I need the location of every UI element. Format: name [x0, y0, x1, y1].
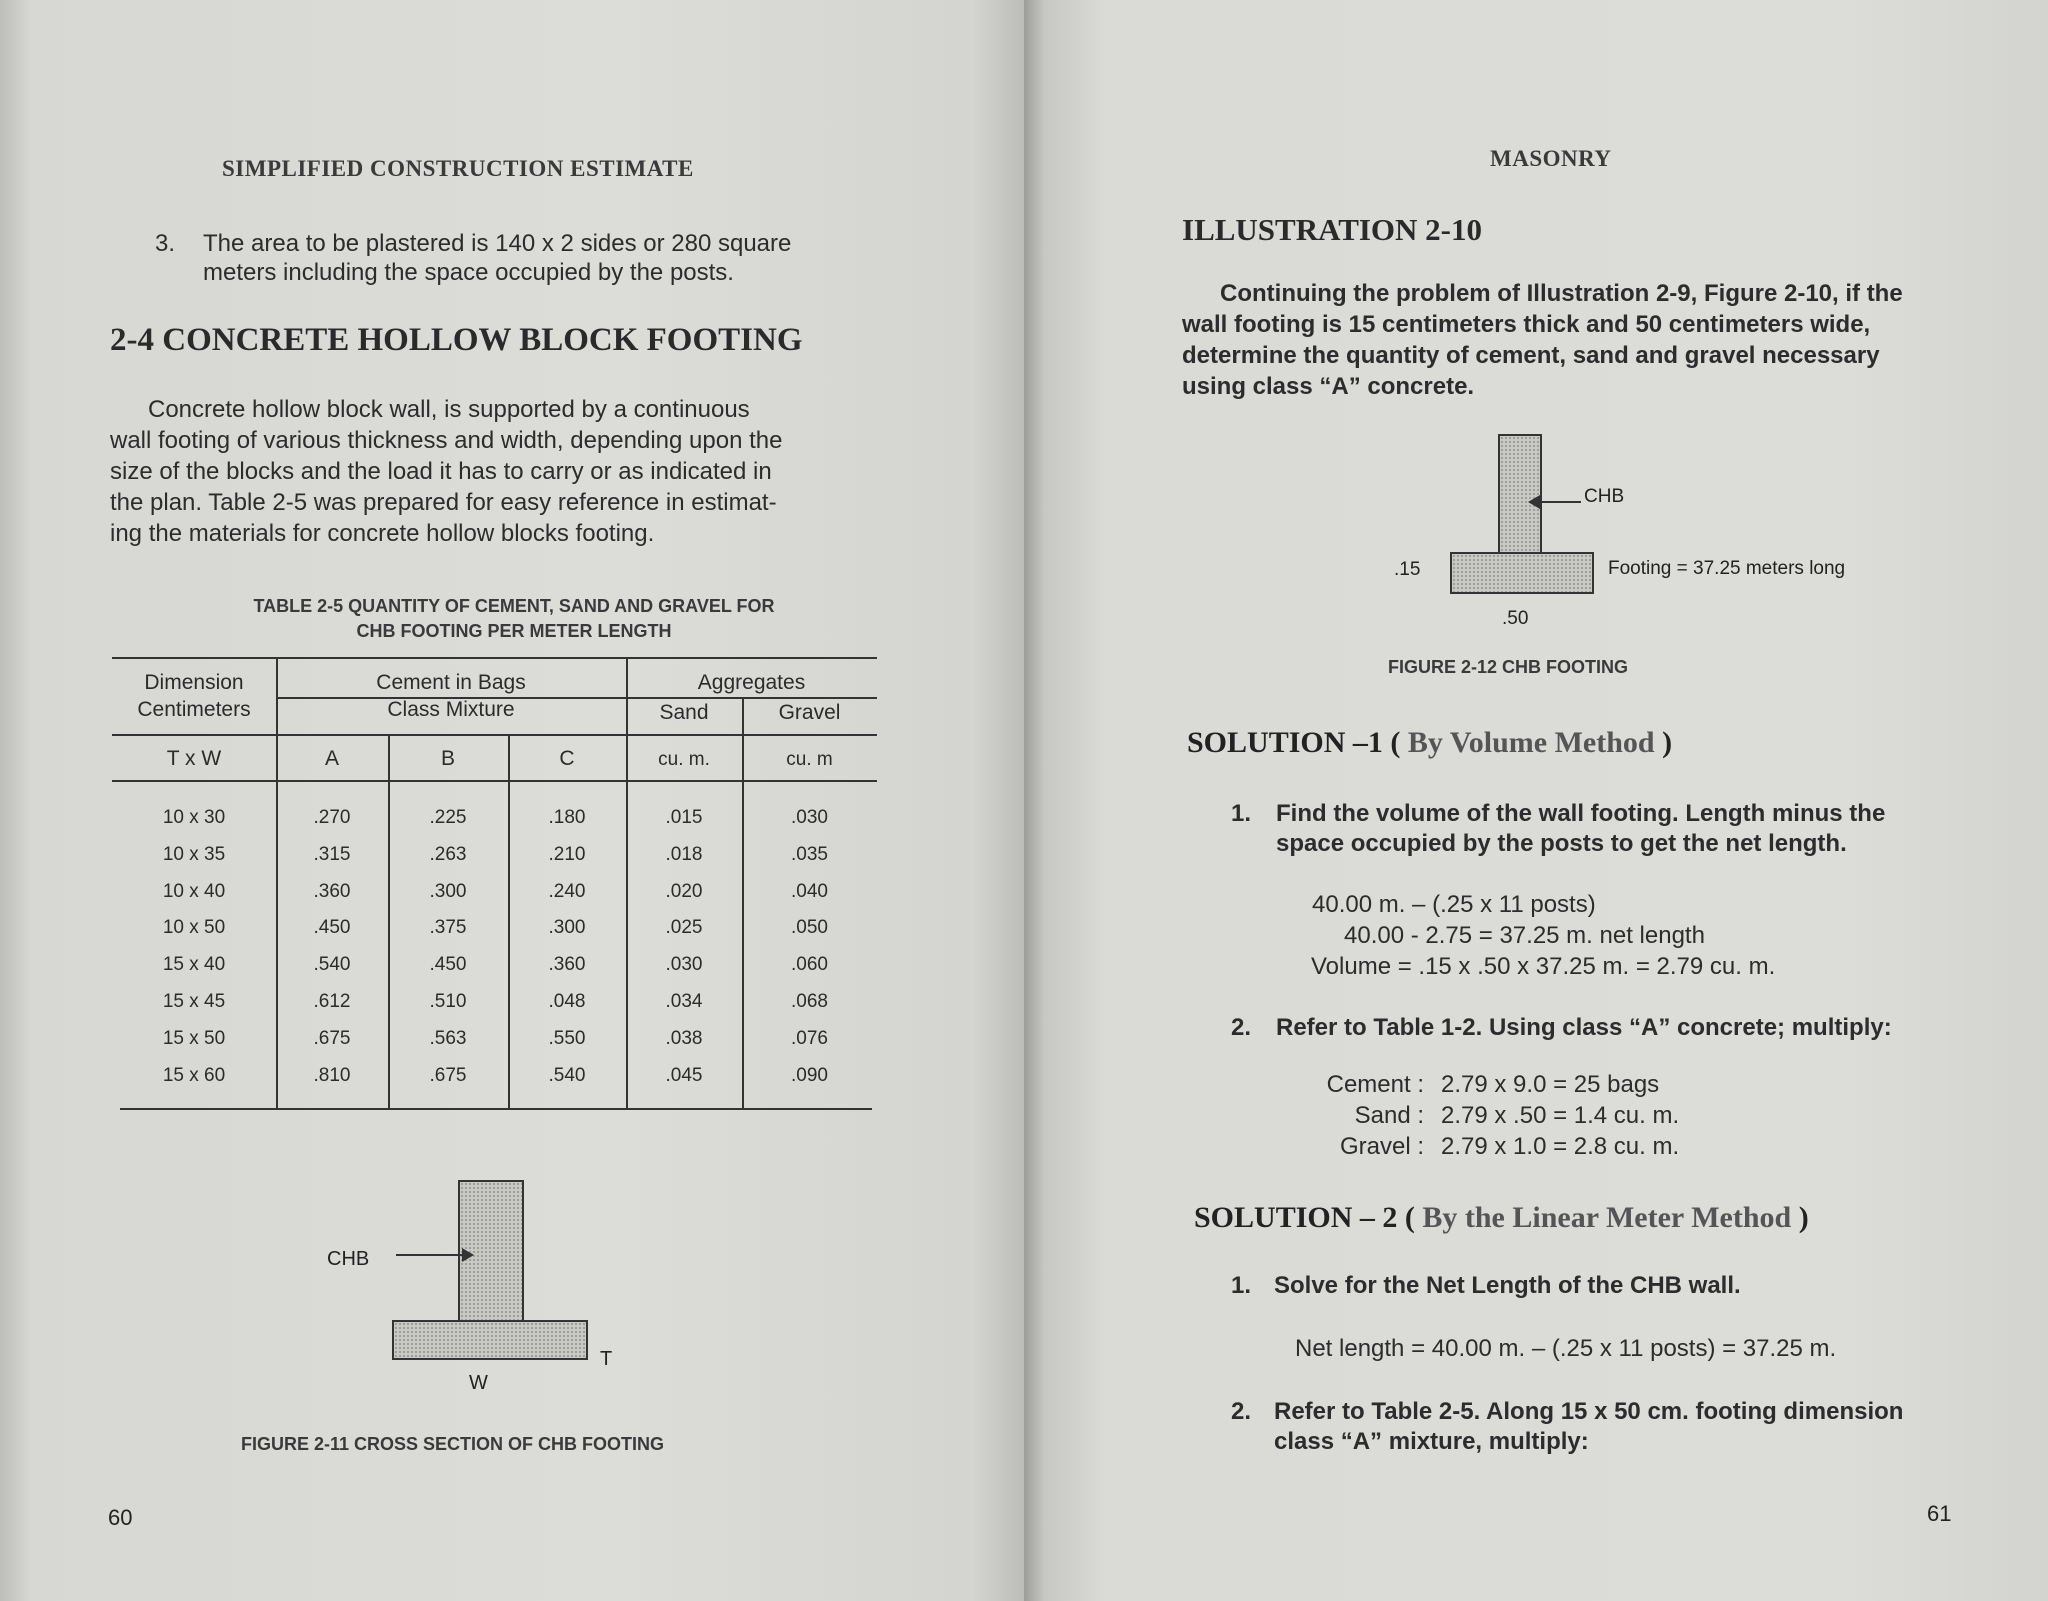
table-cell-dimension: 15 x 45 [162, 991, 226, 1012]
table-cell: .240 [548, 880, 586, 902]
running-head: MASONRY [1490, 146, 1612, 171]
list-item-text: Refer to Table 2-5. Along 15 x 50 cm. footing dimension [1274, 1398, 1904, 1425]
table-cell: .020 [665, 880, 703, 902]
list-item-text: The area to be plastered is 140 x 2 sides or 280 square [203, 230, 792, 257]
table-cell: .018 [665, 843, 703, 865]
table-cell-dimension: 15 x 60 [162, 1064, 226, 1086]
paragraph-line: the plan. Table 2-5 was prepared for easy reference in estimat- [110, 489, 777, 516]
figure-caption: FIGURE 2-11 CROSS SECTION OF CHB FOOTING [241, 1434, 665, 1454]
table-cell: .034 [665, 991, 703, 1012]
table-cell: .675 [429, 1064, 467, 1086]
table-cell: .315 [313, 843, 351, 865]
table-cell: .025 [665, 917, 703, 939]
material-label: Cement : [1326, 1071, 1424, 1098]
section-title: 2-4 CONCRETE HOLLOW BLOCK FOOTING [110, 322, 803, 358]
figure-label-footing: Footing = 37.25 meters long [1608, 558, 1846, 579]
table-cell: .068 [791, 991, 828, 1012]
running-head: SIMPLIFIED CONSTRUCTION ESTIMATE [222, 156, 694, 181]
header-cement: Cement in Bags [376, 671, 526, 694]
table-cell: .540 [313, 954, 351, 976]
table-cell: .210 [548, 843, 586, 865]
header-aggregates: Aggregates [697, 671, 806, 694]
material-label: Gravel : [1339, 1133, 1424, 1160]
table-cell: .040 [791, 880, 828, 902]
table-cell: .048 [548, 991, 586, 1012]
list-number: 2. [1231, 1014, 1252, 1041]
list-number: 1. [1231, 1272, 1252, 1299]
header-gravel: Gravel [778, 701, 841, 724]
subheader-cell: T x W [166, 747, 222, 770]
list-item-text: meters including the space occupied by the posts. [203, 259, 734, 286]
table-cell: .450 [429, 954, 467, 976]
table-cell: .270 [313, 807, 351, 828]
table-cell: .030 [791, 807, 828, 828]
material-value: 2.79 x 1.0 = 2.8 cu. m. [1441, 1133, 1680, 1160]
figure-label-chb: CHB [1584, 486, 1625, 507]
list-number: 1. [1231, 800, 1252, 827]
calc-line: 40.00 - 2.75 = 37.25 m. net length [1344, 922, 1705, 949]
figure-caption: FIGURE 2-12 CHB FOOTING [1388, 657, 1629, 677]
header-class-mixture: Class Mixture [387, 698, 515, 721]
table-cell: .090 [791, 1064, 828, 1086]
table-cell-dimension: 10 x 50 [162, 917, 226, 939]
table-cell: .563 [429, 1027, 467, 1049]
list-item-text: Solve for the Net Length of the CHB wall. [1274, 1272, 1741, 1299]
table-cell: .060 [791, 954, 828, 976]
list-item-text: space occupied by the posts to get the net length. [1276, 830, 1847, 857]
table-cell-dimension: 10 x 35 [162, 843, 226, 865]
paragraph-line: wall footing of various thickness and width, depending upon the [110, 427, 783, 454]
figure-label-thickness: .15 [1394, 559, 1421, 580]
table-cell: .550 [548, 1027, 586, 1049]
header-sand: Sand [659, 701, 709, 724]
calc-line: Volume = .15 x .50 x 37.25 m. = 2.79 cu. m. [1311, 953, 1776, 980]
table-cell: .375 [429, 917, 467, 939]
table-cell: .360 [313, 880, 351, 902]
solution-paren: ) [1798, 1201, 1809, 1234]
table-cell-dimension: 15 x 40 [162, 954, 226, 976]
table-cell: .540 [548, 1064, 586, 1086]
right-page [1024, 0, 2048, 1601]
problem-line: Continuing the problem of Illustration 2-9, Figure 2-10, if the [1220, 280, 1903, 307]
calc-line: 40.00 m. – (.25 x 11 posts) [1312, 891, 1596, 918]
page-number: 60 [108, 1505, 133, 1530]
quantity-table [112, 657, 877, 1110]
list-number: 2. [1231, 1398, 1252, 1425]
table-caption: TABLE 2-5 QUANTITY OF CEMENT, SAND AND GRAVEL FOR [253, 596, 775, 616]
solution-method: By the Linear Meter Method [1414, 1201, 1799, 1234]
arrow-line [1539, 501, 1581, 503]
illustration-title: ILLUSTRATION 2-10 [1182, 212, 1483, 247]
subheader-cell: B [440, 747, 455, 770]
arrow-line [396, 1254, 464, 1256]
table-cell: .225 [429, 807, 467, 828]
table-cell: .076 [791, 1027, 828, 1049]
figure-label-chb: CHB [327, 1248, 370, 1270]
subheader-cell: C [559, 747, 575, 770]
list-item-text: Refer to Table 1-2. Using class “A” concrete; multiply: [1276, 1014, 1892, 1041]
table-cell: .045 [665, 1064, 703, 1086]
table-caption: CHB FOOTING PER METER LENGTH [356, 621, 672, 641]
table-cell: .038 [665, 1027, 703, 1049]
table-cell: .300 [548, 917, 586, 939]
table-cell: .015 [665, 807, 703, 828]
table-cell-dimension: 10 x 30 [162, 807, 226, 828]
footing-figure [1450, 552, 1594, 594]
problem-line: using class “A” concrete. [1182, 373, 1475, 400]
problem-line: wall footing is 15 centimeters thick and 50 centimeters wide, [1182, 311, 1871, 338]
subheader-cell: A [324, 747, 339, 770]
subheader-cell: cu. m [786, 749, 833, 770]
solution-label: SOLUTION – 2 ( [1194, 1201, 1415, 1234]
material-value: 2.79 x .50 = 1.4 cu. m. [1441, 1102, 1680, 1129]
table-cell: .030 [665, 954, 703, 976]
header-dimension: Dimension [144, 671, 244, 694]
table-cell: .450 [313, 917, 351, 939]
table-cell: .180 [548, 807, 586, 828]
table-cell: .300 [429, 880, 467, 902]
solution-1-title [1187, 726, 1672, 760]
table-cell: .360 [548, 954, 586, 976]
page-number: 61 [1927, 1501, 1952, 1526]
table-cell: .510 [429, 991, 467, 1012]
table-cell: .050 [791, 917, 828, 939]
solution-2-title [1194, 1201, 1809, 1235]
list-item-text: Find the volume of the wall footing. Length minus the [1276, 800, 1886, 827]
solution-method: By Volume Method [1400, 726, 1663, 759]
arrow-head-icon [462, 1248, 474, 1262]
figure-label-t: T [600, 1348, 613, 1370]
table-cell-dimension: 15 x 50 [162, 1027, 226, 1049]
figure-label-width: .50 [1502, 608, 1529, 629]
header-centimeters: Centimeters [137, 698, 251, 721]
list-number: 3. [155, 230, 176, 257]
problem-line: determine the quantity of cement, sand and gravel necessary [1182, 342, 1880, 369]
paragraph-line: size of the blocks and the load it has to carry or as indicated in [110, 458, 772, 485]
figure-label-w: W [469, 1372, 488, 1394]
footing-figure [392, 1320, 588, 1360]
paragraph-line: Concrete hollow block wall, is supported by a continuous [148, 396, 750, 423]
material-label: Sand : [1354, 1102, 1424, 1129]
table-cell: .263 [429, 843, 467, 865]
table-cell-dimension: 10 x 40 [162, 880, 226, 902]
solution-label: SOLUTION –1 ( [1187, 726, 1401, 759]
table-cell: .035 [791, 843, 828, 865]
solution-paren: ) [1662, 726, 1673, 759]
table-cell: .612 [313, 991, 351, 1012]
list-item-text: class “A” mixture, multiply: [1274, 1428, 1589, 1455]
material-value: 2.79 x 9.0 = 25 bags [1441, 1071, 1660, 1098]
table-cell: .675 [313, 1027, 351, 1049]
paragraph-line: ing the materials for concrete hollow blocks footing. [110, 520, 655, 547]
subheader-cell: cu. m. [658, 749, 710, 770]
calc-line: Net length = 40.00 m. – (.25 x 11 posts) = 37.25 m. [1295, 1335, 1837, 1362]
table-cell: .810 [313, 1064, 351, 1086]
